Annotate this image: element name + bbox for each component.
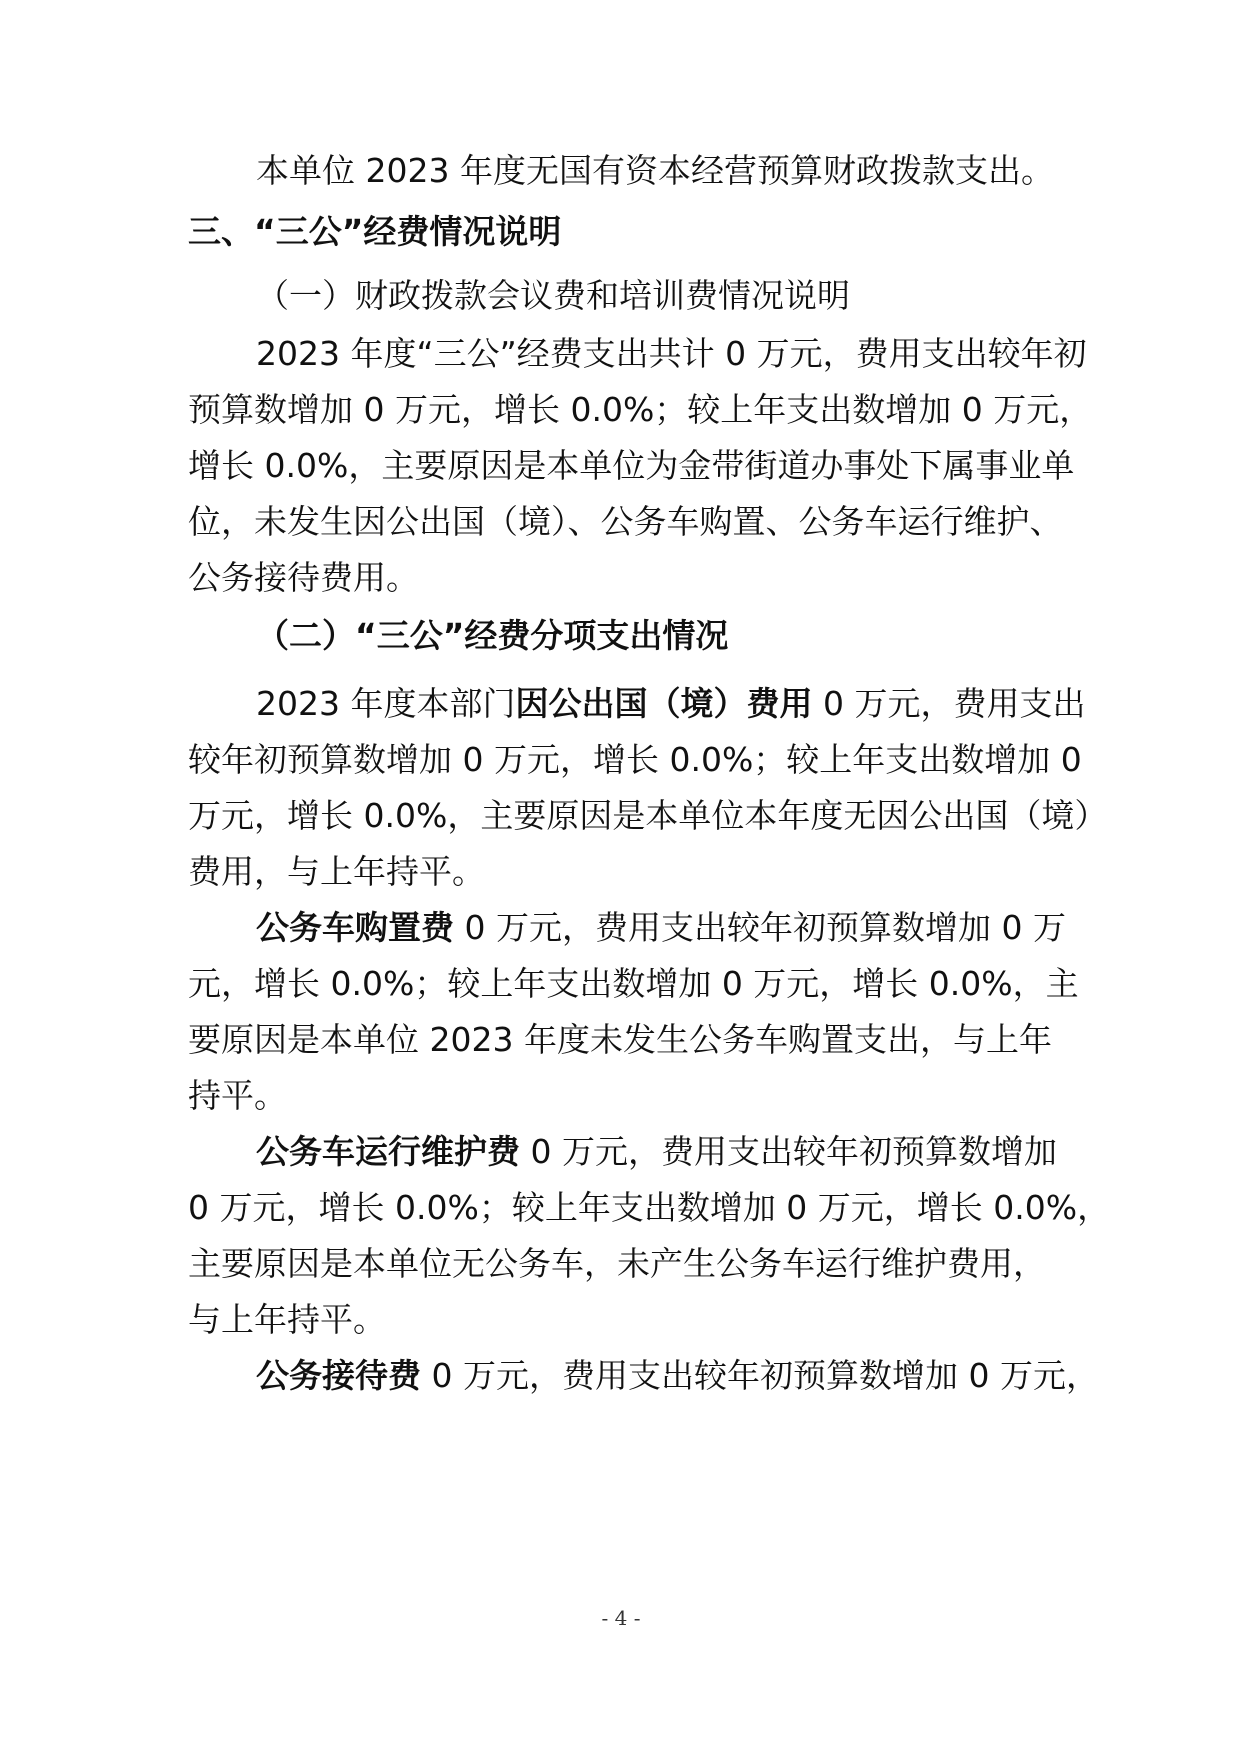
paragraph-line: 2023 年度“三公”经费支出共计 0 万元，费用支出较年初 bbox=[256, 334, 1087, 373]
bold-term: 公务车购置费 bbox=[256, 908, 454, 947]
paragraph-line: 增长 0.0%，主要原因是本单位为金带街道办事处下属事业单 bbox=[188, 446, 1075, 485]
subsection-heading: （一）财政拨款会议费和培训费情况说明 bbox=[256, 276, 850, 315]
subsection-heading: （二）“三公”经费分项支出情况 bbox=[256, 616, 729, 655]
paragraph-line: 0 万元，增长 0.0%；较上年支出数增加 0 万元，增长 0.0%， bbox=[188, 1188, 1111, 1227]
paragraph-line: 主要原因是本单位无公务车，未产生公务车运行维护费用， bbox=[188, 1244, 1046, 1283]
bold-term: 因公出国（境）费用 bbox=[515, 684, 813, 723]
page-number: - 4 - bbox=[601, 1606, 641, 1630]
paragraph-line: 要原因是本单位 2023 年度未发生公务车购置支出，与上年 bbox=[188, 1020, 1052, 1059]
paragraph-line: 位，未发生因公出国（境）、公务车购置、公务车运行维护、 bbox=[188, 502, 1063, 541]
line-prefix: 2023 年度本部门 bbox=[256, 684, 516, 723]
line-suffix: 0 万元，费用支出较年初预算数增加 bbox=[520, 1132, 1057, 1171]
paragraph-line: 公务接待费用。 bbox=[188, 558, 419, 597]
paragraph-line: 预算数增加 0 万元，增长 0.0%；较上年支出数增加 0 万元， bbox=[188, 390, 1093, 429]
line-suffix: 0 万元，费用支出 bbox=[812, 684, 1086, 723]
paragraph-line bbox=[256, 1356, 1099, 1396]
section-heading: 三、“三公”经费情况说明 bbox=[188, 212, 562, 251]
paragraph-line: 持平。 bbox=[188, 1076, 287, 1115]
paragraph-line: 元，增长 0.0%；较上年支出数增加 0 万元，增长 0.0%，主 bbox=[188, 964, 1079, 1003]
bold-term: 公务接待费 bbox=[256, 1356, 421, 1395]
line-suffix: 0 万元，费用支出较年初预算数增加 0 万元， bbox=[421, 1356, 1099, 1395]
bold-term: 公务车运行维护费 bbox=[256, 1132, 520, 1171]
paragraph-line bbox=[256, 1132, 1057, 1172]
paragraph-line: 本单位 2023 年度无国有资本经营预算财政拨款支出。 bbox=[256, 151, 1054, 190]
paragraph-line bbox=[256, 684, 1085, 724]
paragraph-line: 较年初预算数增加 0 万元，增长 0.0%；较上年支出数增加 0 bbox=[188, 740, 1082, 779]
paragraph-line: 与上年持平。 bbox=[188, 1300, 386, 1339]
line-suffix: 0 万元，费用支出较年初预算数增加 0 万 bbox=[454, 908, 1066, 947]
paragraph-line: 费用，与上年持平。 bbox=[188, 852, 485, 891]
paragraph-line bbox=[256, 908, 1066, 948]
paragraph-line: 万元，增长 0.0%，主要原因是本单位本年度无因公出国（境） bbox=[188, 796, 1108, 835]
